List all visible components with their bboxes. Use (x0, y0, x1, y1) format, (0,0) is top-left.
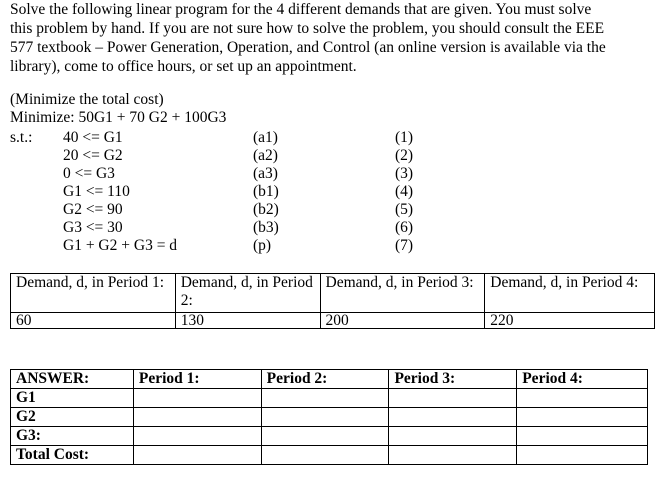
constraint-label: (a2) (253, 147, 278, 164)
constraint-label: (p) (253, 237, 272, 254)
answer-input-cell[interactable] (261, 446, 389, 465)
instructions-line: 577 textbook – Power Generation, Operation, and Control (an online version is available via the (10, 39, 606, 56)
table-header-row (11, 274, 655, 313)
constraint-expr: 20 <= G2 (63, 147, 123, 164)
constraint-number: (5) (395, 201, 414, 218)
instructions-line: this problem by hand. If you are not sure how to solve the problem, you should consult the EEE (10, 20, 605, 37)
lp-heading: (Minimize the total cost) (10, 91, 164, 108)
demand-value-cell: 60 (11, 313, 176, 329)
constraint-label: (a3) (253, 165, 278, 182)
answer-table (10, 369, 648, 465)
answer-input-cell[interactable] (389, 389, 517, 408)
answer-input-cell[interactable] (517, 389, 648, 408)
answer-row-label: Total Cost: (11, 446, 134, 465)
lp-objective: Minimize: 50G1 + 70 G2 + 100G3 (10, 109, 227, 126)
answer-input-cell[interactable] (133, 446, 261, 465)
instructions-line: library), come to office hours, or set up an appointment. (10, 58, 357, 75)
demand-value-cell: 220 (485, 313, 655, 329)
constraint-expr: G2 <= 90 (63, 201, 123, 218)
demand-value-cell: 200 (320, 313, 485, 329)
table-row (11, 313, 655, 329)
answer-header-cell: Period 3: (389, 370, 517, 389)
answer-input-cell[interactable] (133, 408, 261, 427)
answer-input-cell[interactable] (389, 427, 517, 446)
constraint-number: (4) (395, 183, 414, 200)
demand-table (10, 273, 655, 329)
table-row (11, 408, 648, 427)
answer-input-cell[interactable] (389, 408, 517, 427)
answer-input-cell[interactable] (261, 427, 389, 446)
demand-header-cell: Demand, d, in Period 1: (11, 274, 176, 313)
answer-header-cell: Period 1: (133, 370, 261, 389)
demand-header-cell: Demand, d, in Period 2: (175, 274, 320, 313)
answer-row-label: G2 (11, 408, 134, 427)
table-header-row (11, 370, 648, 389)
answer-input-cell[interactable] (133, 427, 261, 446)
constraint-expr: G1 + G2 + G3 = d (63, 237, 178, 254)
answer-input-cell[interactable] (517, 427, 648, 446)
constraint-label: (a1) (253, 129, 278, 146)
constraint-label: (b1) (253, 183, 279, 200)
constraint-number: (6) (395, 219, 414, 236)
demand-value-cell: 130 (175, 313, 320, 329)
constraint-label: (b3) (253, 219, 279, 236)
answer-input-cell[interactable] (261, 408, 389, 427)
constraint-number: (3) (395, 165, 414, 182)
answer-row-label: G3: (11, 427, 134, 446)
demand-header-cell: Demand, d, in Period 3: (320, 274, 485, 313)
answer-input-cell[interactable] (389, 446, 517, 465)
constraint-number: (1) (395, 129, 414, 146)
answer-input-cell[interactable] (133, 389, 261, 408)
answer-input-cell[interactable] (517, 408, 648, 427)
table-row (11, 389, 648, 408)
constraint-expr: G1 <= 110 (63, 183, 130, 200)
answer-header-cell: ANSWER: (11, 370, 134, 389)
constraint-expr: 40 <= G1 (63, 129, 123, 146)
constraint-expr: 0 <= G3 (63, 165, 115, 182)
instructions-line: Solve the following linear program for the 4 different demands that are given. You must solve (10, 1, 592, 18)
constraint-label: (b2) (253, 201, 279, 218)
answer-input-cell[interactable] (261, 389, 389, 408)
subject-to-label: s.t.: (10, 129, 33, 146)
table-row (11, 446, 648, 465)
instructions (10, 0, 645, 76)
table-row (11, 427, 648, 446)
answer-header-cell: Period 2: (261, 370, 389, 389)
constraint-expr: G3 <= 30 (63, 219, 123, 236)
answer-input-cell[interactable] (517, 446, 648, 465)
answer-row-label: G1 (11, 389, 134, 408)
constraint-number: (2) (395, 147, 414, 164)
answer-header-cell: Period 4: (517, 370, 648, 389)
demand-header-cell: Demand, d, in Period 4: (485, 274, 655, 313)
constraint-number: (7) (395, 237, 414, 254)
